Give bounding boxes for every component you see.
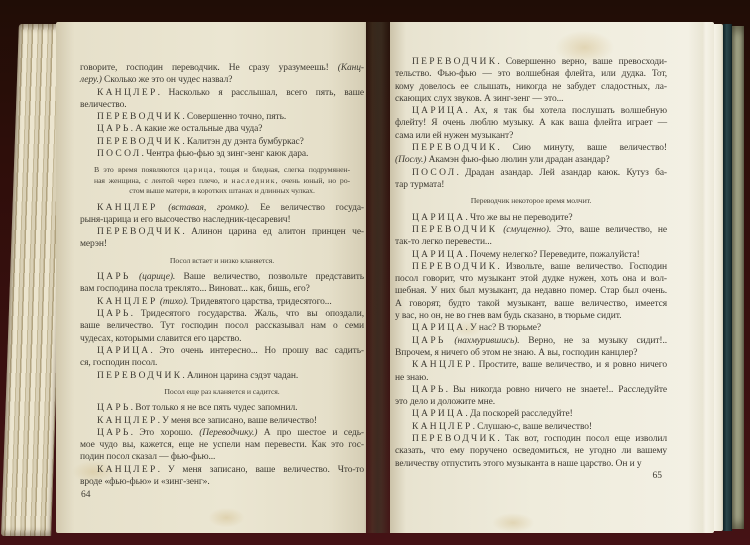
stage-note: (Переводчику.): [199, 427, 258, 438]
text-run: Ваше величество, позвольте представить: [175, 272, 364, 283]
text-run: Тридевятого царства, тридесятого...: [188, 296, 332, 307]
text-line: [395, 408, 667, 420]
text-line: [80, 283, 364, 295]
text-line: [395, 154, 667, 166]
left-text-column: [56, 22, 366, 488]
text-run: . Это очень интересно... Но прошу вас садить-: [150, 345, 364, 356]
stage-note: (царице).: [139, 272, 176, 283]
text-run: посол говорит, что музыкант этой дудке нужен, хоть она и вол-: [395, 274, 667, 285]
text-line: [80, 464, 364, 476]
speaker-name: ПЕРЕВОДЧИК: [412, 434, 498, 445]
right-text-column: [390, 22, 714, 470]
text-run: это дело и доложите мне.: [395, 397, 495, 408]
text-run: вроде «фью-фью» и «зинг-зенг».: [80, 477, 210, 488]
text-line: [80, 333, 364, 345]
speaker-name: КАНЦЛЕР: [97, 296, 158, 307]
text-line: [80, 99, 364, 111]
text-line: [80, 123, 364, 135]
text-run: Посол еще раз кланяется и садится.: [164, 386, 280, 396]
text-run: сказать, что ему поручено осведомиться, не угодно ли вашему: [395, 446, 667, 457]
speaker-name: ПЕРЕВОДЧИК: [412, 261, 498, 272]
text-line: [395, 433, 667, 445]
text-run: величество.: [80, 99, 127, 110]
text-run: . У нас? В тюрьме?: [465, 323, 542, 334]
text-run: Сколько же это он чудес назвал?: [101, 75, 233, 86]
text-run: . Тридесятого государства. Жаль, что вы опоздали,: [130, 309, 364, 320]
text-line: [395, 458, 667, 470]
text-run: величеству отпустить этого музыканта в наше царство. Он и у: [395, 458, 642, 469]
speaker-name: ЦАРЬ: [97, 272, 131, 283]
text-line: [80, 202, 364, 214]
text-run: мое чудо вы, кажется, еще не успели нам перевести. Как это гос-: [80, 440, 364, 451]
speaker-name: ПОСОЛ: [97, 149, 142, 160]
text-line: [80, 74, 364, 86]
speaker-name: наследник: [231, 175, 276, 185]
text-run: . Насколько я расслышал, всего пять, ваше: [157, 87, 364, 98]
stage-direction-line: [80, 256, 364, 266]
text-line: [80, 320, 364, 332]
text-line: [395, 273, 667, 285]
stage-note: (Послу.): [395, 155, 427, 166]
text-run: . Да поскорей расследуйте!: [465, 409, 573, 420]
text-run: Впрочем, я ничего об этом не знаю. А вы, господин канцлер?: [395, 347, 638, 358]
text-run: тельство. Фью-фью — это волшебная флейта, или дудка. Тот,: [395, 69, 667, 80]
text-run: . У меня все записано, ваше величество!: [157, 415, 317, 426]
text-run: , тощая и бледная, слегка подрумянен-: [213, 165, 350, 175]
text-line: [395, 384, 667, 396]
text-line: [395, 298, 667, 310]
text-line: [395, 347, 667, 359]
text-run: . Совершенно верно, ваше превосходи-: [497, 57, 667, 67]
text-line: [395, 105, 667, 117]
text-run: Ее величество госуда-: [249, 202, 364, 213]
text-line: [395, 249, 667, 261]
text-run: А про шестое и седь-: [257, 427, 364, 438]
text-line: [80, 427, 364, 439]
speaker-name: ПЕРЕВОДЧИК: [97, 227, 183, 238]
text-run: . Алинон царина сэдэт чадан.: [182, 370, 299, 381]
speaker-name: ПОСОЛ: [412, 167, 457, 178]
text-run: ваше величество. Тут господин посол рассказывал нам о семи: [80, 321, 364, 332]
text-run: Верно, не за музыку сидит!..: [519, 335, 667, 346]
text-run: . Совершенно точно, пять.: [182, 112, 287, 123]
text-run: . Что же вы не переводите?: [465, 212, 573, 223]
text-run: не знаю.: [395, 372, 429, 383]
text-run: кому довелось ее слышать, никогда не забудет сладостных, ла-: [395, 81, 667, 92]
text-run: . Так вот, господин посол еще изволил: [497, 434, 667, 445]
text-run: [131, 272, 139, 282]
speaker-name: ЦАРЬ: [97, 124, 131, 135]
book-gutter: [364, 22, 392, 533]
text-line: [80, 451, 364, 463]
text-run: тар турмата!: [395, 179, 445, 190]
text-line: [80, 136, 364, 148]
speaker-name: ПЕРЕВОДЧИК: [412, 143, 498, 154]
text-run: говорите, господин переводчик. Не сразу уразумеешь!: [80, 63, 338, 73]
text-run: . Слушаю-с, ваше величество!: [472, 421, 592, 432]
right-page: [390, 22, 714, 533]
speaker-name: ПЕРЕВОДЧИК: [412, 57, 498, 67]
text-run: флейту! Я очень люблю музыку. А как ваша флейта играет —: [395, 118, 667, 129]
page-number-left: 64: [81, 490, 91, 500]
text-run: . Вот только я не все пять чудес запомнил.: [130, 403, 298, 414]
text-line: [395, 56, 667, 68]
text-run: . У меня записано, ваше величество. Что-то: [157, 464, 364, 475]
speaker-name: ПЕРЕВОДЧИК: [97, 136, 183, 147]
speaker-name: ЦАРЬ: [97, 427, 131, 438]
text-line: [395, 167, 667, 179]
text-run: . А какие же остальные два чуда?: [130, 124, 263, 135]
text-line: [80, 238, 364, 250]
text-line: [395, 93, 667, 105]
text-run: . Алинон царина ед алитон принцен че-: [182, 227, 364, 238]
text-run: вам господина посла треклято... Виноват... как, бишь, его?: [80, 284, 310, 295]
text-run: стом выше матери, в коротких штанах и длинных чулках.: [129, 186, 315, 196]
text-line: [395, 117, 667, 129]
speaker-name: ЦАРИЦА: [412, 106, 466, 117]
text-line: [80, 370, 364, 382]
text-line: [395, 224, 667, 236]
text-line: [395, 212, 667, 224]
stage-note: (Канц-: [337, 63, 364, 73]
speaker-name: КАНЦЛЕР: [97, 415, 158, 426]
text-line: [395, 359, 667, 371]
text-line: [80, 439, 364, 451]
text-run: . Простите, ваше величество, и я ровно ничего: [472, 360, 667, 371]
book-cover-edge-teal: [723, 24, 732, 531]
stage-note: (тихо).: [159, 296, 189, 307]
text-line: [395, 261, 667, 273]
text-line: [395, 335, 667, 347]
text-run: В это время появляются: [94, 165, 184, 175]
text-line: [395, 322, 667, 334]
text-line: [80, 357, 364, 369]
speaker-name: КАНЦЛЕР: [97, 87, 158, 98]
text-line: [80, 111, 364, 123]
text-run: . Сию минуту, ваше величество!: [497, 143, 667, 154]
speaker-name: ЦАРЬ: [412, 384, 446, 395]
text-run: А говорят, будто такой музыкант, ваше величество, имеется: [395, 298, 667, 309]
text-line: [80, 296, 364, 308]
text-run: . Извольте, ваше величество. Господин: [497, 261, 667, 272]
text-run: Посол встает и низко кланяется.: [169, 255, 275, 265]
text-line: [80, 402, 364, 414]
text-run: шебная. У них был музыкант, да недавно помер. Стар был очень.: [395, 286, 667, 297]
text-line: [80, 226, 364, 238]
page-block-edge-sage: [732, 26, 744, 529]
text-run: , очень юный, но ро-: [275, 175, 350, 185]
text-run: . Почему нелегко? Переведите, пожалуйста!: [465, 249, 640, 260]
text-line: [395, 130, 667, 142]
text-run: . Калитэн ду дэнта бумбуркас?: [182, 136, 304, 147]
text-run: . Вы никогда ровно ничего не знаете!.. Расследуйте: [445, 384, 667, 395]
stage-direction-line: [80, 387, 364, 397]
stage-note: леру.): [80, 75, 102, 86]
text-run: рыня-царица и его высочество наследник-цесаревич!: [80, 214, 291, 225]
speaker-name: ПЕРЕВОДЧИК: [97, 112, 183, 123]
text-run: . Ах, я так бы хотела послушать волшебную: [465, 106, 667, 117]
text-run: сама или ей нужен музыкант?: [395, 130, 514, 141]
speaker-name: ПЕРЕВОДЧИК: [412, 224, 498, 235]
text-run: . Чентра фью-фью эд зинг-зенг каюк дара.: [141, 149, 309, 160]
speaker-name: ЦАРИЦА: [412, 323, 466, 334]
text-line: [395, 445, 667, 457]
text-line: [395, 372, 667, 384]
text-run: мерэн!: [80, 239, 107, 250]
text-run: у вас, но он, не во гнев вам будь сказано, в тюрьме сидит.: [395, 311, 622, 322]
stage-direction-line: [80, 186, 364, 196]
stage-note: (нахмурившись).: [454, 335, 520, 346]
speaker-name: ПЕРЕВОДЧИК: [97, 370, 183, 381]
text-run: ся, господин посол.: [80, 358, 158, 369]
text-line: [80, 87, 364, 99]
page-number-right: 65: [652, 471, 662, 481]
right-page-edge-white: [714, 24, 723, 531]
speaker-name: царица: [183, 165, 214, 175]
text-line: [80, 308, 364, 320]
stage-note: (вставая, громко).: [168, 202, 250, 213]
text-line: [80, 148, 364, 160]
text-line: [80, 214, 364, 226]
speaker-name: ЦАРЬ: [97, 309, 131, 320]
speaker-name: ЦАРИЦА: [412, 212, 466, 223]
text-line: [80, 476, 364, 488]
stage-note: (смущенно).: [503, 224, 552, 235]
speaker-name: КАНЦЛЕР: [97, 202, 158, 213]
text-run: Акамэн фью-фью люлин ули драдан азандар?: [426, 155, 610, 166]
text-run: подин посол сказал — фью-фью...: [80, 452, 216, 463]
stage-direction-line: [80, 165, 364, 175]
speaker-name: ЦАРИЦА: [97, 345, 151, 356]
speaker-name: КАНЦЛЕР: [412, 360, 473, 371]
text-run: [158, 203, 169, 213]
speaker-name: ЦАРЬ: [97, 403, 131, 414]
text-line: [395, 236, 667, 248]
speaker-name: ЦАРИЦА: [412, 249, 466, 260]
speaker-name: КАНЦЛЕР: [412, 421, 473, 432]
speaker-name: ЦАРИЦА: [412, 409, 466, 420]
text-line: [395, 142, 667, 154]
text-run: . Драдан азандар. Лей азандар каюк. Кутуз ба-: [456, 167, 667, 178]
text-line: [80, 345, 364, 357]
text-run: скающих слух звуков. А зинг-зенг — это...: [395, 93, 564, 104]
text-line: [80, 271, 364, 283]
text-line: [395, 81, 667, 93]
text-run: так-то легко перевести...: [395, 237, 492, 248]
text-line: [395, 396, 667, 408]
text-run: ная женщина, с лентой через плечо, и: [94, 175, 232, 185]
text-line: [395, 285, 667, 297]
stage-direction-line: [80, 176, 364, 186]
left-page: [56, 22, 366, 533]
text-line: [395, 421, 667, 433]
speaker-name: КАНЦЛЕР: [97, 464, 158, 475]
stage-direction-line: [395, 196, 667, 206]
text-run: Переводчик некоторое время молчит.: [470, 196, 592, 206]
text-line: [80, 415, 364, 427]
text-run: . Это хорошо.: [130, 427, 200, 438]
text-run: Это, ваше величество, не: [551, 224, 667, 235]
text-line: [395, 310, 667, 322]
speaker-name: ЦАРЬ: [412, 335, 446, 346]
text-line: [395, 68, 667, 80]
text-line: [80, 62, 364, 74]
text-line: [395, 179, 667, 191]
text-run: чудесах, которыми славится его царство.: [80, 333, 242, 344]
